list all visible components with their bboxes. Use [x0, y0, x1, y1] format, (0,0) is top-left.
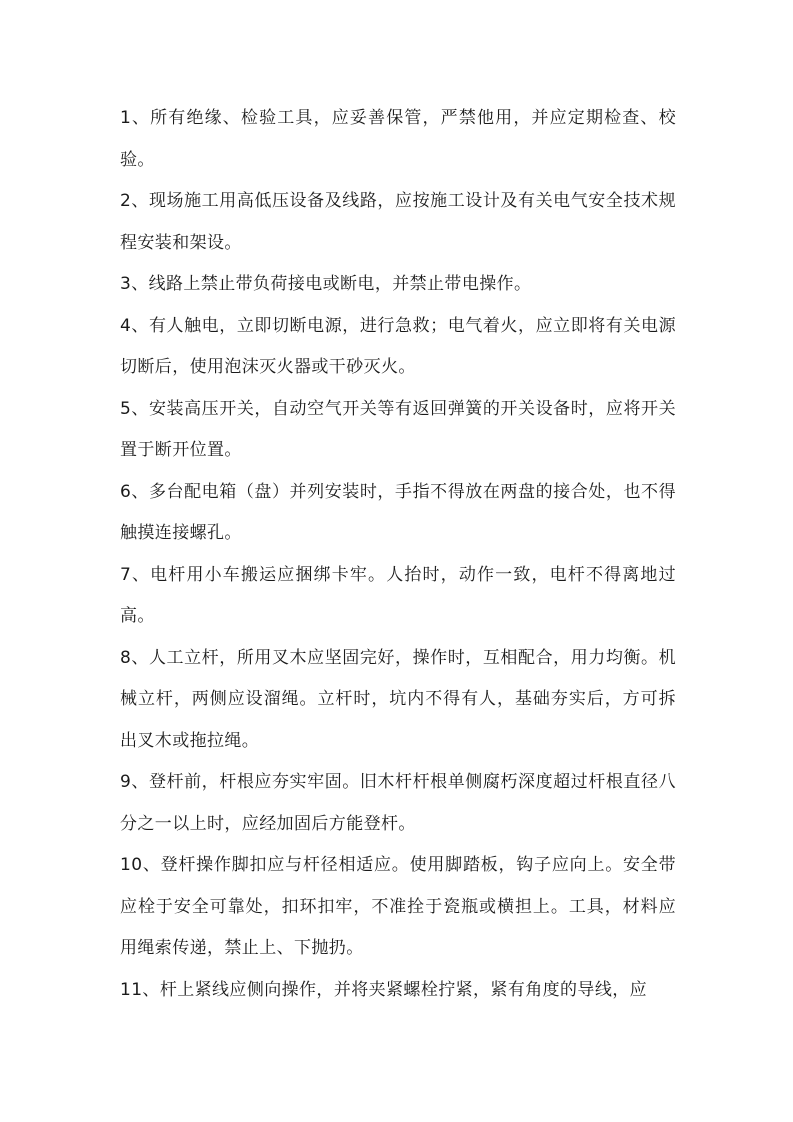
paragraph-9: 9、登杆前，杆根应夯实牢固。旧木杆杆根单侧腐朽深度超过杆根直径八分之一以上时，应经加固后方能登杆。 [120, 772, 676, 834]
paragraph-11: 11、杆上紧线应侧向操作，并将夹紧螺栓拧紧，紧有角度的导线，应 [120, 979, 648, 1000]
paragraph-4: 4、有人触电，立即切断电源，进行急救；电气着火，应立即将有关电源切断后，使用泡沫灭火器或干砂灭火。 [120, 315, 676, 377]
paragraph-8: 8、人工立杆，所用叉木应坚固完好，操作时，互相配合，用力均衡。机械立杆，两侧应设溜绳。立杆时，坑内不得有人，基础夯实后，方可拆出叉木或拖拉绳。 [120, 647, 676, 751]
paragraph-2: 2、现场施工用高低压设备及线路，应按施工设计及有关电气安全技术规程安装和架设。 [120, 191, 676, 253]
paragraph-3: 3、线路上禁止带负荷接电或断电，并禁止带电操作。 [120, 274, 532, 294]
paragraph-5: 5、安装高压开关，自动空气开关等有返回弹簧的开关设备时，应将开关置于断开位置。 [120, 398, 676, 460]
paragraph-10: 10、登杆操作脚扣应与杆径相适应。使用脚踏板，钩子应向上。安全带应栓于安全可靠处，扣环扣牢，不准拴于瓷瓶或横担上。工具，材料应用绳索传递，禁止上、下抛扔。 [120, 855, 676, 958]
paragraph-7: 7、电杆用小车搬运应捆绑卡牢。人抬时，动作一致，电杆不得离地过高。 [120, 564, 676, 626]
paragraph-1: 1、所有绝缘、检验工具，应妥善保管，严禁他用，并应定期检查、校验。 [120, 108, 676, 170]
document-body [120, 98, 676, 1011]
paragraph-6: 6、多台配电箱（盘）并列安装时，手指不得放在两盘的接合处，也不得触摸连接螺孔。 [120, 481, 676, 543]
